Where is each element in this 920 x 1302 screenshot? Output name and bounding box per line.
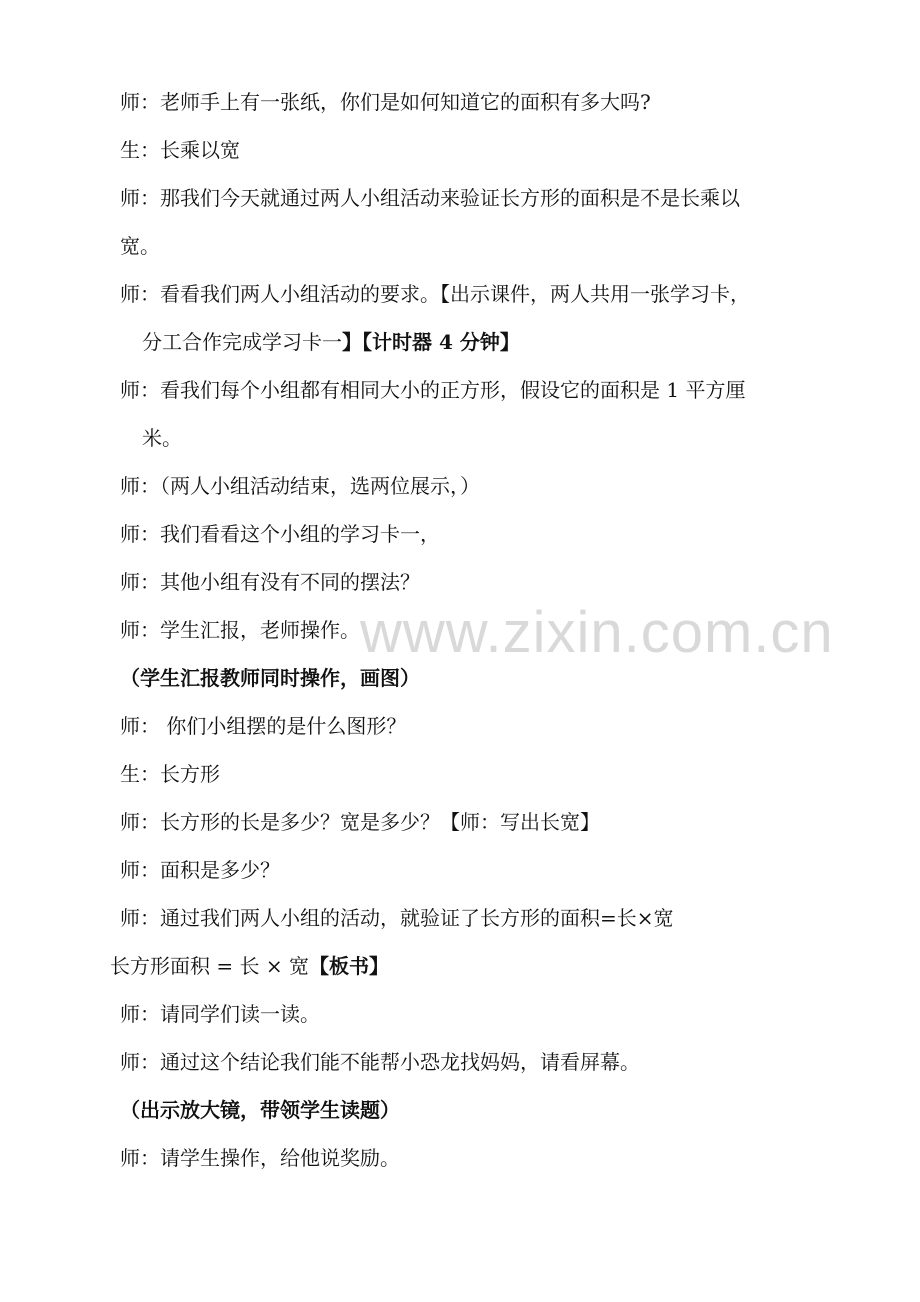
- dialogue-line-9: 师：学生汇报，老师操作。: [120, 618, 360, 642]
- formula-text: 长方形面积 = 长 × 宽: [110, 954, 309, 978]
- dialogue-line-12: 师：长方形的长是多少？宽是多少？【师：写出长宽】: [120, 810, 600, 834]
- dialogue-line-3: 师：那我们今天就通过两人小组活动来验证长方形的面积是不是长乘以: [120, 186, 740, 210]
- dialogue-line-8: 师：其他小组有没有不同的摆法？: [120, 570, 420, 594]
- dialogue-line-10: 师： 你们小组摆的是什么图形？: [120, 714, 407, 738]
- dialogue-line-17: 师：请学生操作，给他说奖励。: [120, 1146, 400, 1170]
- dialogue-line-2: 生：长乘以宽: [120, 138, 240, 162]
- dialogue-line-4: 师：看看我们两人小组活动的要求。【出示课件，两人共用一张学习卡，: [120, 282, 750, 306]
- stage-direction-2: （出示放大镜，带领学生读题）: [120, 1098, 400, 1122]
- formula-line: [110, 952, 389, 980]
- task-instruction-text: 分工合作完成学习卡一: [142, 330, 342, 354]
- dialogue-line-5: 师：看我们每个小组都有相同大小的正方形，假设它的面积是 1 平方厘: [120, 378, 746, 402]
- dialogue-line-11: 生：长方形: [120, 762, 220, 786]
- timer-note-text: 】【计时器 4 分钟】: [342, 330, 520, 354]
- dialogue-line-13: 师：面积是多少？: [120, 858, 280, 882]
- stage-direction-1: （学生汇报教师同时操作，画图）: [120, 666, 420, 690]
- watermark: www.zixin.com.cn: [360, 600, 834, 665]
- dialogue-line-15: 师：请同学们读一读。: [120, 1002, 320, 1026]
- dialogue-line-6: 师：（两人小组活动结束，选两位展示，）: [120, 474, 480, 498]
- dialogue-line-3-continued: 宽。: [120, 234, 160, 258]
- dialogue-line-14: 师：通过我们两人小组的活动，就验证了长方形的面积=长×宽: [120, 906, 674, 930]
- dialogue-line-1: 师：老师手上有一张纸，你们是如何知道它的面积有多大吗?: [120, 90, 651, 114]
- blackboard-note-text: 【板书】: [308, 954, 389, 978]
- dialogue-line-16: 师：通过这个结论我们能不能帮小恐龙找妈妈，请看屏幕。: [120, 1050, 640, 1074]
- dialogue-line-5-continued: 米。: [142, 426, 182, 450]
- dialogue-line-7: 师：我们看看这个小组的学习卡一，: [120, 522, 440, 546]
- dialogue-line-4-continued: [142, 328, 520, 356]
